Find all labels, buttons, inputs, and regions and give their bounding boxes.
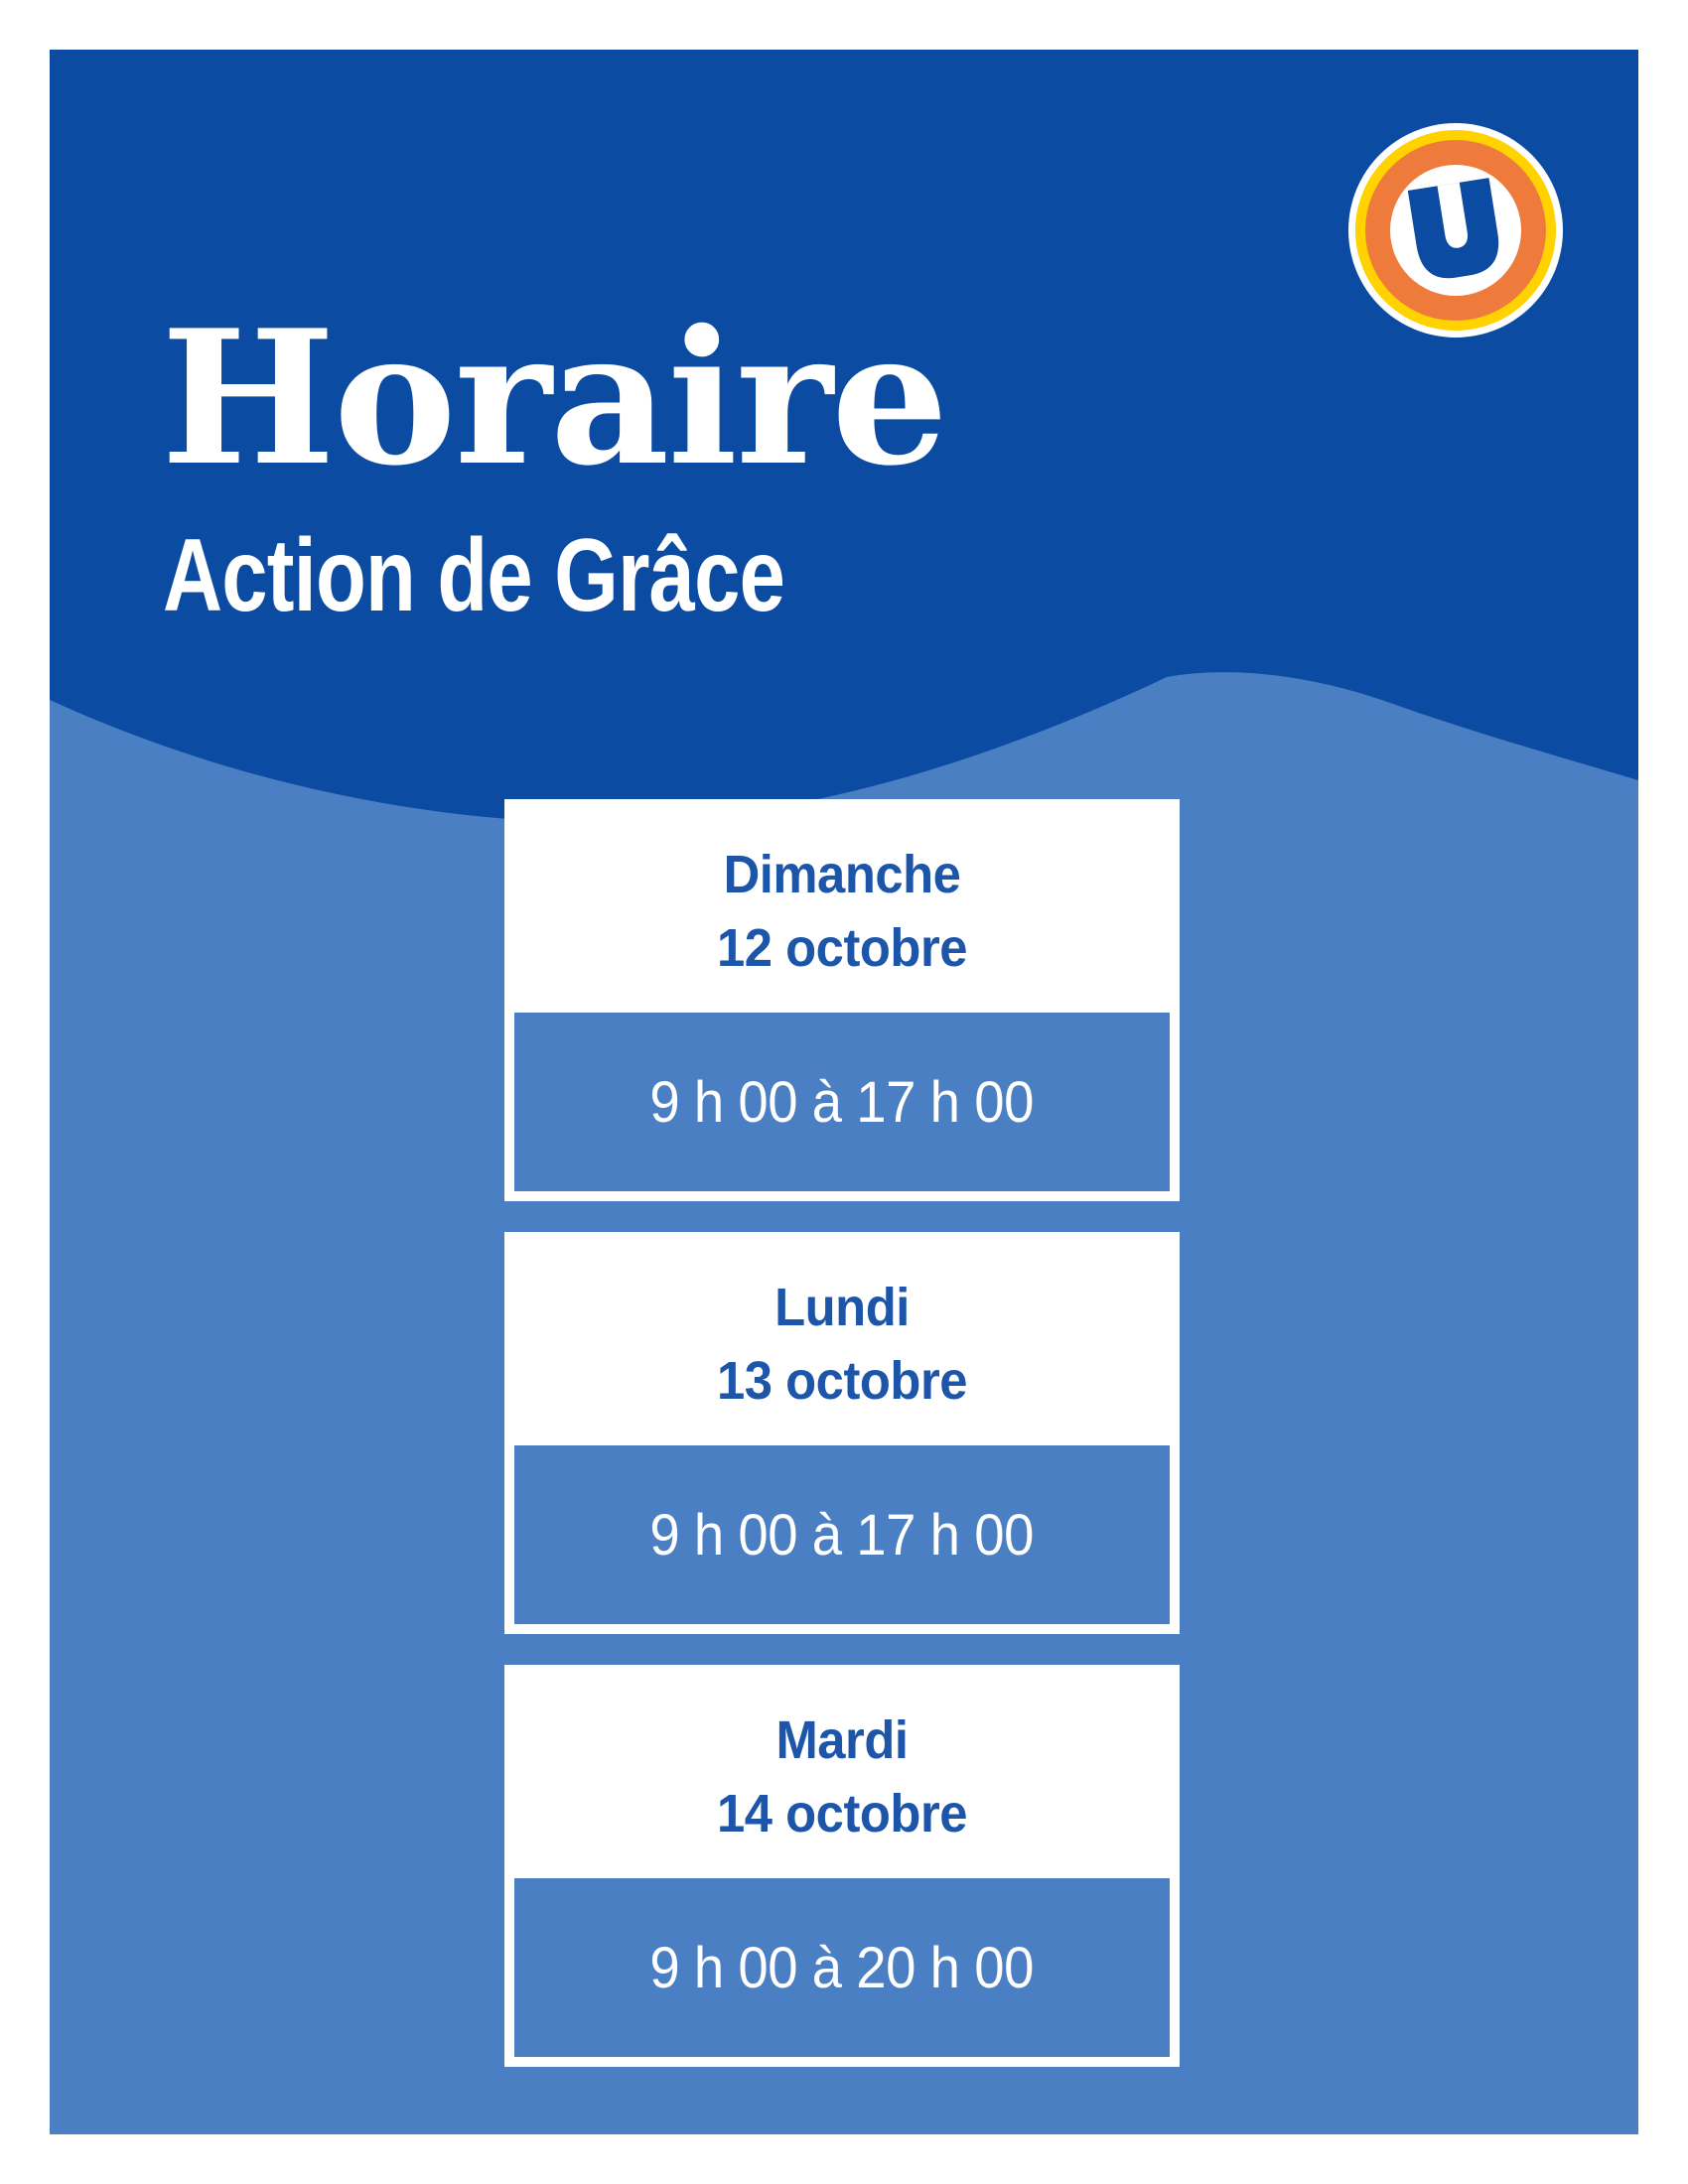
card-date-label: 13 octobre [716,1350,968,1411]
card-hours-box [514,1878,1170,2057]
logo-inner-disc [1390,165,1521,296]
card-day-header [534,1242,1150,1445]
card-day-header [534,809,1150,1013]
card-day-label: Dimanche [723,844,961,904]
card-hours-label: 9 h 00 à 20 h 00 [649,1935,1035,2000]
brand-logo [1348,123,1563,338]
card-date-label: 14 octobre [716,1783,968,1843]
card-hours-box [514,1445,1170,1624]
poster-canvas [50,50,1638,2134]
schedule-card-monday [504,1232,1180,1634]
logo-orange-ring [1365,140,1546,321]
card-date-label: 12 octobre [716,917,968,978]
card-hours-label: 9 h 00 à 17 h 00 [649,1069,1035,1135]
logo-u-icon [1402,175,1509,285]
page-subtitle: Action de Grâce [163,518,785,633]
schedule-card-tuesday [504,1665,1180,2067]
card-hours-label: 9 h 00 à 17 h 00 [649,1502,1035,1568]
card-day-label: Mardi [775,1709,909,1770]
page-title: Horaire [161,289,947,506]
logo-yellow-ring [1355,130,1556,331]
schedule-card-list [504,799,1180,2067]
card-day-label: Lundi [774,1277,910,1337]
card-hours-box [514,1013,1170,1191]
card-day-header [534,1675,1150,1878]
schedule-card-sunday [504,799,1180,1201]
